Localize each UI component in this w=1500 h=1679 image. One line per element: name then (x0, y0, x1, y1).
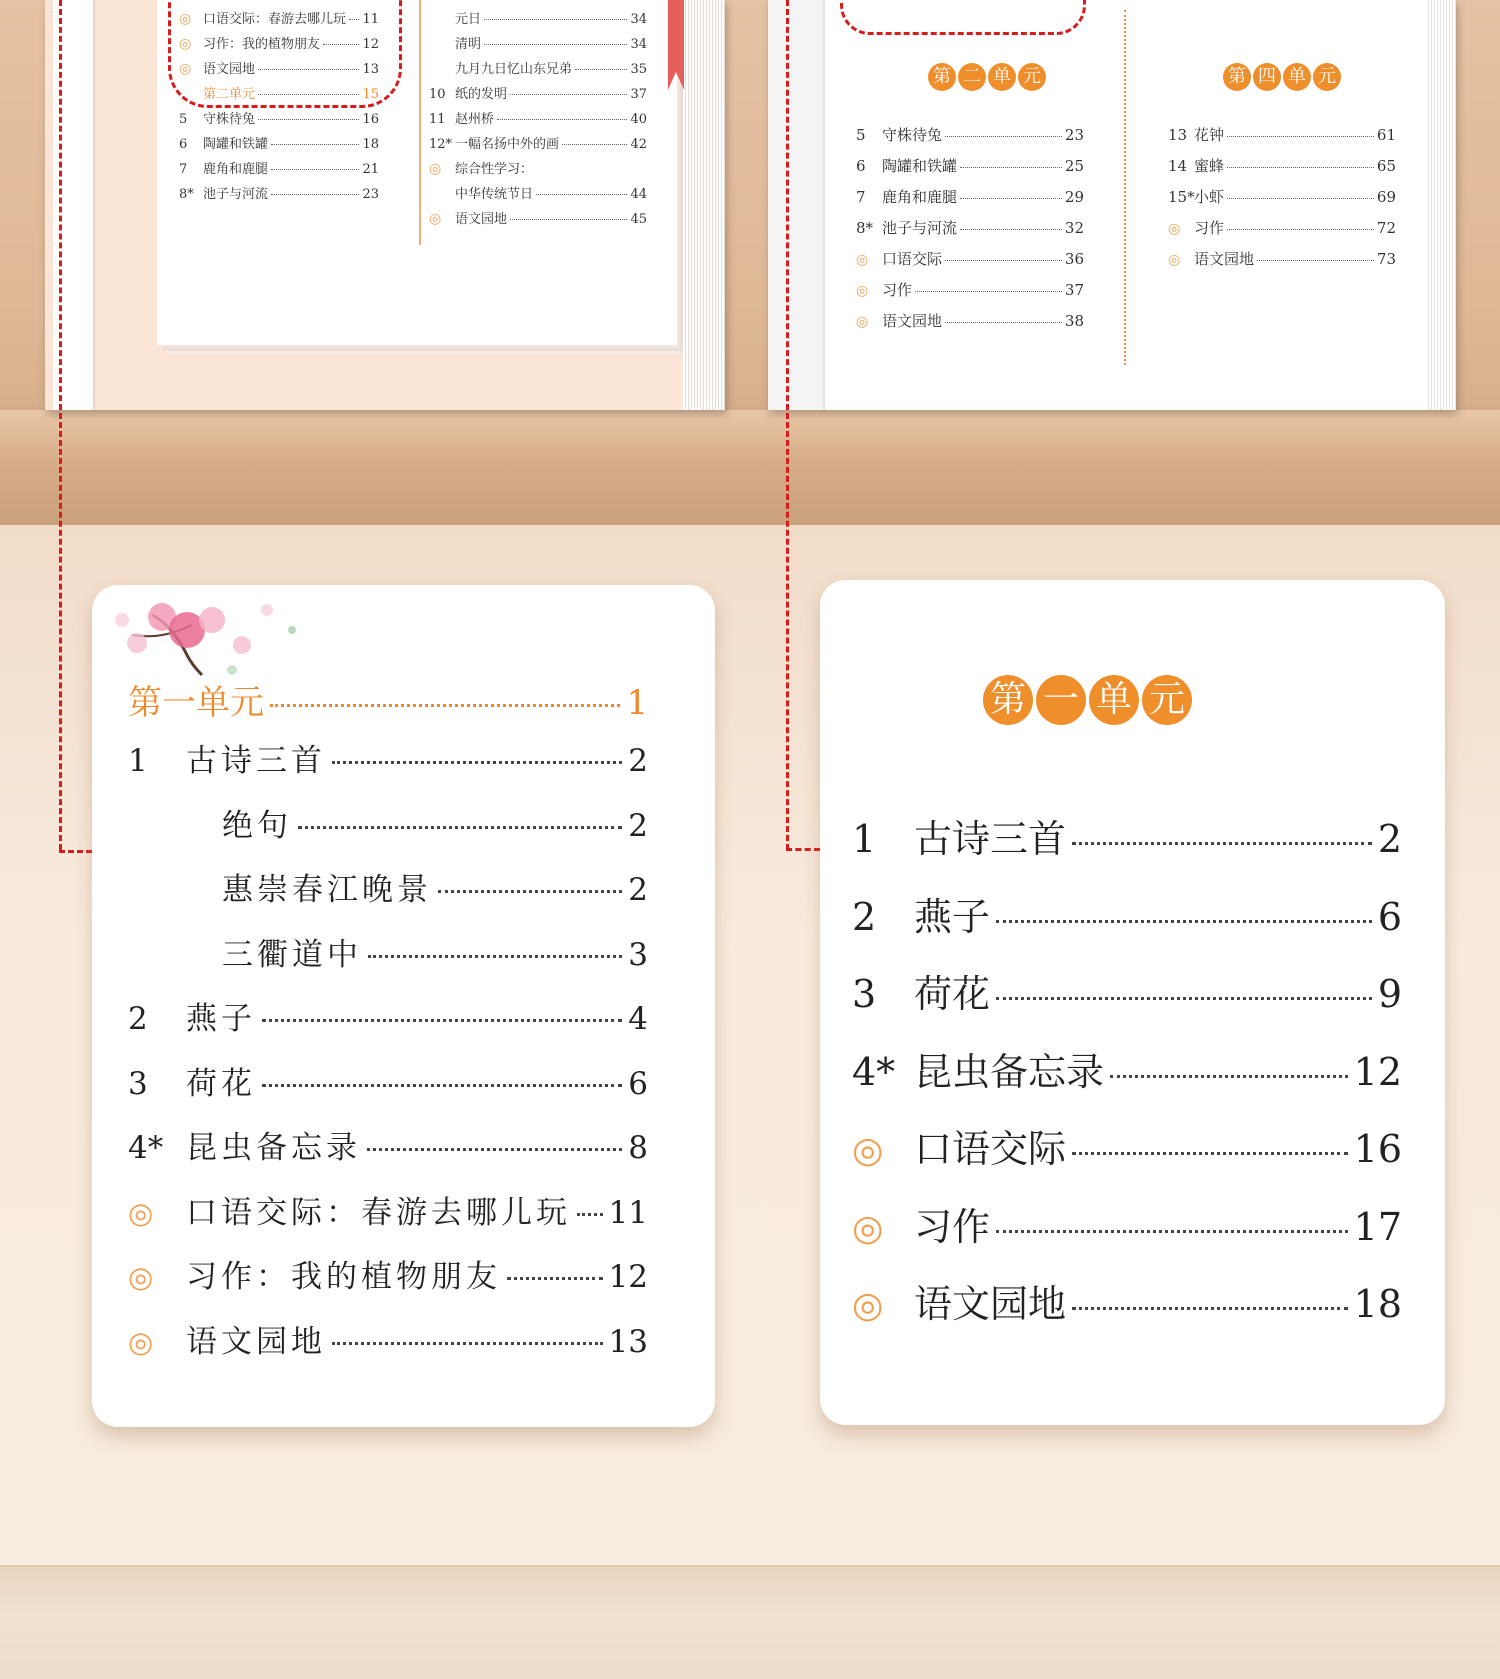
toc-page: 23 (1064, 126, 1084, 144)
toc-row (852, 1041, 1402, 1096)
unit-badge-char: 四 (1253, 63, 1281, 91)
toc-title: 花钟 (1194, 126, 1225, 144)
toc-title: 昆虫备忘录 (186, 1130, 361, 1166)
right-book-toc-col1 (856, 124, 1084, 354)
dot-leader (1110, 1075, 1348, 1078)
toc-row (128, 1316, 648, 1361)
toc-page: 34 (630, 37, 647, 52)
connector-line-right (786, 0, 789, 850)
toc-title: 荷花 (186, 1065, 256, 1102)
toc-row (852, 963, 1402, 1018)
toc-title: 第二单元 (203, 87, 256, 102)
dot-leader (1227, 198, 1374, 199)
toc-row (128, 929, 648, 974)
toc-row (128, 1251, 648, 1296)
toc-title: 习作 (882, 281, 913, 299)
unit-page: 1 (626, 683, 648, 723)
toc-title: 三衢道中 (222, 936, 362, 973)
dot-leader (960, 198, 1062, 199)
dot-leader (1257, 260, 1374, 261)
toc-row (429, 133, 647, 152)
toc-row (852, 1118, 1402, 1173)
unit-title: 第一单元 (128, 683, 264, 723)
toc-page: 36 (1064, 250, 1084, 268)
highlight-frame-left (168, 0, 402, 108)
toc-number: 5 (179, 112, 188, 127)
unit-badge-char: 第 (928, 63, 956, 91)
toc-title: 纸的发明 (455, 87, 508, 102)
right-toc-card (820, 580, 1445, 1425)
toc-row (856, 217, 1084, 238)
dot-leader (332, 761, 622, 764)
circle-bullet-icon: ◎ (1168, 221, 1181, 237)
connector-line-right-h (786, 848, 820, 851)
toc-page: 18 (1353, 1282, 1402, 1326)
toc-row (429, 208, 647, 227)
toc-page: 25 (1064, 157, 1084, 175)
toc-title: 鹿角和鹿腿 (882, 188, 958, 206)
dot-leader (510, 94, 627, 95)
unit-badge-char: 二 (958, 63, 986, 91)
toc-row (128, 864, 648, 909)
toc-page: 32 (1064, 219, 1084, 237)
right-book (768, 0, 1456, 410)
circle-bullet-icon: ◎ (852, 1207, 884, 1249)
toc-page: 72 (1376, 219, 1396, 237)
toc-number: 12* (429, 137, 453, 152)
toc-row (1168, 155, 1396, 176)
toc-number: 15* (1168, 188, 1195, 206)
circle-bullet-icon: ◎ (856, 283, 869, 299)
connector-line-left (59, 0, 62, 850)
dot-leader (484, 19, 627, 20)
toc-title: 九月九日忆山东兄弟 (455, 62, 573, 77)
toc-number: 7 (179, 162, 188, 177)
dot-leader (510, 219, 627, 220)
toc-page: 3 (628, 936, 648, 973)
unit-badge-char: 单 (1283, 63, 1311, 91)
toc-page: 29 (1064, 188, 1084, 206)
toc-title: 语文园地 (455, 212, 508, 227)
toc-title: 习作：我的植物朋友 (203, 37, 321, 52)
toc-row (1168, 248, 1396, 269)
dot-leader (1227, 136, 1374, 137)
toc-number: 14 (1168, 157, 1188, 175)
dot-leader (258, 119, 359, 120)
toc-number: 6 (856, 157, 866, 175)
unit-badge-char: 单 (1089, 675, 1139, 725)
toc-row (1168, 186, 1396, 207)
dot-leader (262, 1019, 622, 1022)
toc-row (852, 1196, 1402, 1251)
dot-leader (945, 322, 1062, 323)
dot-leader (536, 194, 627, 195)
dot-leader (497, 119, 627, 120)
dot-leader (368, 955, 622, 958)
toc-page: 18 (362, 137, 379, 152)
toc-page: 2 (628, 872, 648, 908)
circle-bullet-icon: ◎ (429, 211, 442, 227)
unit-badge-char: 第 (983, 675, 1033, 725)
toc-page: 61 (1376, 126, 1396, 144)
toc-title: 中华传统节日 (455, 187, 534, 202)
toc-page: 2 (628, 743, 648, 779)
toc-title: 口语交际：春游去哪儿玩 (203, 12, 347, 27)
toc-title: 口语交际：春游去哪儿玩 (186, 1194, 571, 1231)
toc-row (429, 108, 647, 127)
dot-leader (575, 69, 627, 70)
toc-page: 13 (362, 62, 379, 77)
dot-leader (996, 997, 1372, 1000)
toc-title: 赵州桥 (455, 112, 495, 127)
dot-leader (438, 890, 622, 893)
toc-title: 语文园地 (1194, 250, 1255, 268)
toc-row (179, 183, 379, 202)
toc-number: 7 (856, 188, 866, 206)
toc-row (856, 279, 1084, 300)
dot-leader (562, 144, 627, 145)
toc-row (429, 33, 647, 52)
toc-row (856, 186, 1084, 207)
toc-number: 4* (852, 1049, 896, 1094)
toc-title: 元日 (455, 12, 482, 27)
toc-title: 昆虫备忘录 (914, 1049, 1105, 1094)
toc-page: 9 (1377, 972, 1402, 1016)
page-edges (1426, 0, 1456, 410)
toc-title: 陶罐和铁罐 (882, 157, 958, 175)
toc-page: 35 (630, 62, 647, 77)
left-book-toc-col2 (429, 8, 647, 238)
dot-leader (996, 1230, 1348, 1233)
toc-title: 燕子 (914, 894, 991, 939)
unit-badge-char: 一 (1036, 675, 1086, 725)
toc-title: 语文园地 (882, 312, 943, 330)
toc-page: 34 (630, 12, 647, 27)
toc-number: 8* (179, 187, 194, 202)
toc-row (856, 155, 1084, 176)
toc-title: 习作 (914, 1204, 991, 1249)
toc-title: 古诗三首 (186, 743, 326, 779)
circle-bullet-icon: ◎ (128, 1324, 154, 1359)
toc-page: 37 (1064, 281, 1084, 299)
circle-bullet-icon: ◎ (852, 1285, 884, 1326)
toc-number: 10 (429, 87, 446, 102)
toc-title: 古诗三首 (914, 817, 1067, 861)
dot-leader (271, 194, 359, 195)
toc-title: 口语交际 (914, 1127, 1067, 1171)
dot-leader (945, 136, 1062, 137)
dot-leader (271, 169, 359, 170)
toc-row (852, 886, 1402, 941)
floor (0, 1565, 1500, 1679)
toc-title: 一幅名扬中外的画 (455, 137, 560, 152)
circle-bullet-icon: ◎ (856, 314, 869, 330)
toc-number: 11 (429, 112, 446, 127)
dot-leader (945, 260, 1062, 261)
toc-page: 38 (1064, 312, 1084, 330)
book-spine (768, 0, 825, 410)
dot-leader (270, 704, 620, 707)
circle-bullet-icon: ◎ (128, 1260, 154, 1294)
toc-number: 3 (128, 1065, 148, 1102)
toc-page: 2 (1377, 817, 1402, 861)
toc-page: 11 (362, 12, 379, 27)
toc-row (128, 735, 648, 780)
toc-page: 40 (630, 112, 647, 127)
unit2-badge (928, 63, 1046, 91)
toc-row (429, 183, 647, 202)
toc-page: 6 (1377, 894, 1402, 939)
toc-row (128, 993, 648, 1038)
toc-row (179, 133, 379, 152)
dot-leader (298, 826, 622, 829)
toc-number: 6 (179, 137, 188, 152)
circle-bullet-icon: ◎ (1168, 252, 1181, 268)
toc-page: 23 (362, 187, 379, 202)
circle-bullet-icon: ◎ (852, 1130, 884, 1171)
highlight-frame (840, 0, 1086, 35)
circle-bullet-icon: ◎ (179, 61, 192, 77)
toc-row (856, 310, 1084, 331)
toc-row (128, 1122, 648, 1167)
dot-leader (484, 44, 627, 45)
toc-row (852, 808, 1402, 863)
column-divider (419, 0, 421, 245)
dot-leader (1072, 1307, 1348, 1310)
toc-page: 44 (630, 187, 647, 202)
toc-number: 13 (1168, 126, 1188, 144)
toc-page: 12 (608, 1259, 648, 1295)
unit-badge-char: 单 (988, 63, 1016, 91)
dot-leader (960, 167, 1062, 168)
dot-leader (996, 920, 1372, 923)
toc-title: 惠崇春江晚景 (222, 872, 432, 908)
unit-badge-char: 元 (1018, 63, 1046, 91)
page-edges (683, 0, 725, 410)
circle-bullet-icon: ◎ (179, 11, 192, 27)
toc-row (852, 1273, 1402, 1328)
toc-number: 5 (856, 126, 866, 144)
toc-title: 综合性学习： (455, 162, 534, 177)
circle-bullet-icon: ◎ (128, 1195, 154, 1230)
toc-title: 语文园地 (186, 1323, 326, 1360)
toc-page: 16 (362, 112, 379, 127)
toc-row (429, 8, 647, 27)
dot-leader (507, 1277, 603, 1280)
toc-row (128, 1058, 648, 1103)
column-divider (1124, 10, 1126, 365)
toc-title: 清明 (455, 37, 482, 52)
toc-page: 69 (1376, 188, 1396, 206)
unit1-badge (983, 675, 1192, 725)
shelf-plank (0, 410, 1500, 525)
right-book-toc-col2 (1168, 124, 1396, 294)
unit-badge-char: 元 (1313, 63, 1341, 91)
toc-row (1168, 124, 1396, 145)
toc-page: 4 (628, 1001, 648, 1037)
toc-title: 燕子 (186, 1001, 256, 1037)
toc-number: 3 (852, 972, 877, 1016)
toc-title: 池子与河流 (882, 219, 958, 237)
toc-page: 42 (630, 137, 647, 152)
left-toc-card (92, 585, 715, 1427)
toc-row (1168, 217, 1396, 238)
toc-page: 73 (1376, 250, 1396, 268)
toc-title: 习作：我的植物朋友 (186, 1259, 501, 1295)
toc-number: 1 (852, 817, 877, 861)
toc-title: 习作 (1194, 219, 1225, 237)
toc-row (856, 124, 1084, 145)
dot-leader (1227, 167, 1374, 168)
toc-title: 守株待兔 (882, 126, 943, 144)
toc-page: 8 (628, 1130, 648, 1166)
dot-leader (332, 1342, 603, 1345)
toc-title: 绝句 (222, 807, 292, 844)
toc-title: 语文园地 (914, 1282, 1067, 1326)
dot-leader (1072, 842, 1372, 845)
toc-page: 21 (362, 162, 379, 177)
toc-title: 荷花 (914, 972, 991, 1016)
toc-page: 11 (608, 1194, 648, 1231)
connector-line-left-h (59, 850, 92, 853)
unit1-title-row (128, 675, 648, 724)
toc-row (179, 158, 379, 177)
toc-title: 守株待兔 (203, 112, 256, 127)
dot-leader (262, 1084, 622, 1087)
toc-title: 小虾 (1194, 188, 1225, 206)
toc-page: 2 (628, 807, 648, 844)
dot-leader (960, 229, 1062, 230)
toc-page: 6 (628, 1065, 648, 1102)
unit-badge-char: 第 (1223, 63, 1251, 91)
toc-page: 16 (1353, 1127, 1402, 1171)
toc-title: 鹿角和鹿腿 (203, 162, 269, 177)
toc-title: 陶罐和铁罐 (203, 137, 269, 152)
toc-page: 13 (608, 1323, 648, 1360)
toc-title: 蜜蜂 (1194, 157, 1225, 175)
toc-page: 45 (630, 212, 647, 227)
dot-leader (915, 291, 1062, 292)
dot-leader (1072, 1152, 1348, 1155)
toc-title: 语文园地 (203, 62, 256, 77)
toc-row (429, 58, 647, 77)
toc-title: 池子与河流 (203, 187, 269, 202)
dot-leader (1227, 229, 1374, 230)
dot-leader (271, 144, 359, 145)
toc-page: 37 (630, 87, 647, 102)
circle-bullet-icon: ◎ (856, 252, 869, 268)
toc-row (429, 83, 647, 102)
toc-number: 2 (128, 1001, 148, 1037)
unit-badge-char: 元 (1142, 675, 1192, 725)
toc-page: 17 (1353, 1204, 1402, 1249)
dot-leader (367, 1148, 622, 1151)
toc-number: 8* (856, 219, 874, 237)
toc-page: 15 (362, 87, 379, 102)
toc-row (179, 108, 379, 127)
toc-page: 12 (362, 37, 379, 52)
dot-leader (577, 1213, 603, 1216)
toc-page: 12 (1353, 1049, 1402, 1094)
toc-number: 4* (128, 1130, 164, 1166)
toc-row (128, 800, 648, 845)
toc-row (128, 1187, 648, 1232)
unit4-badge (1223, 63, 1341, 91)
circle-bullet-icon: ◎ (429, 161, 442, 177)
toc-row (429, 158, 647, 177)
toc-row (856, 248, 1084, 269)
toc-number: 2 (852, 894, 877, 939)
toc-page: 65 (1376, 157, 1396, 175)
circle-bullet-icon: ◎ (179, 36, 192, 52)
toc-number: 1 (128, 743, 148, 779)
toc-title: 口语交际 (882, 250, 943, 268)
